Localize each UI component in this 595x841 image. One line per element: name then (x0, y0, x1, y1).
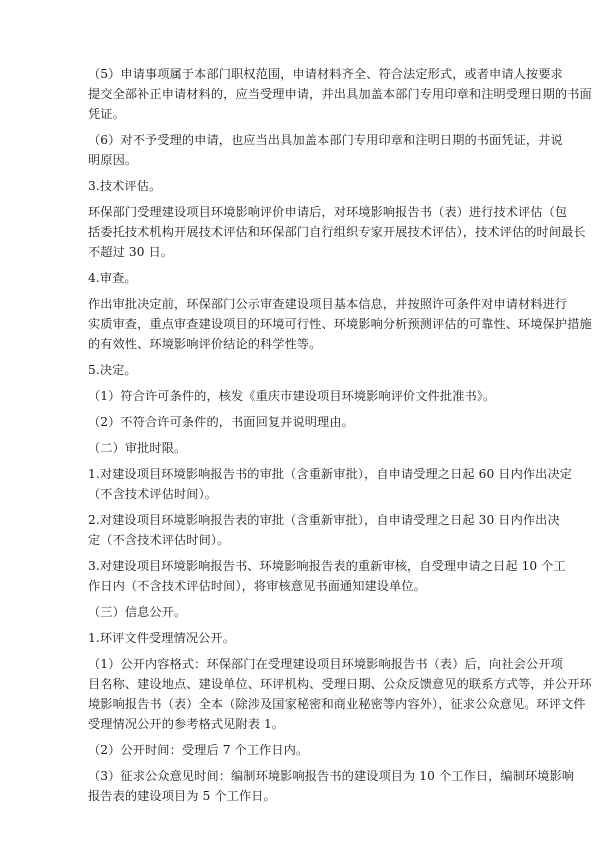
text-line: 受理情况公开的参考格式见附表 1。 (88, 717, 285, 731)
text-line: （二）审批时限。 (88, 441, 187, 455)
paragraph (64, 268, 548, 288)
text-line: 5.决定。 (88, 363, 137, 377)
text-line: 报告表的建设项目为 5 个工作日。 (88, 789, 276, 803)
text-line: （6）对不予受理的申请，也应当出具加盖本部门专用印章和注明日期的书面凭证，并说 (88, 133, 563, 147)
paragraph (64, 294, 592, 354)
text-line: （不含技术评估时间）。 (88, 487, 218, 501)
paragraph (64, 556, 566, 596)
text-line: 2.对建设项目环境影响报告表的审批（含重新审批），自申请受理之日起 30 日内作出决 (88, 513, 560, 527)
text-line: 括委托技术机构开展技术评估和环保部门自行组织专家开展技术评估），技术评估的时间最长 (88, 225, 586, 239)
paragraph (64, 412, 548, 432)
text-line: 1.对建设项目环境影响报告书的审批（含重新审批），自申请受理之日起 60 日内作出决定 (88, 467, 573, 481)
paragraph (64, 654, 592, 734)
paragraph (64, 360, 548, 380)
text-line: 4.审查。 (88, 271, 137, 285)
text-line: 作日内（不含技术评估时间），将审核意见书面通知建设单位。 (88, 579, 426, 593)
text-line: （1）符合许可条件的，核发《重庆市建设项目环境影响评价文件批准书》。 (88, 389, 496, 403)
text-line: （1）公开内容格式：环保部门在受理建设项目环境影响报告书（表）后，向社会公开项 (88, 657, 563, 671)
text-line: 境影响报告书（表）全本（除涉及国家秘密和商业秘密等内容外），征求公众意见。环评文件 (88, 697, 586, 711)
text-line: （3）征求公众意见时间：编制环境影响报告书的建设项目为 10 个工作日，编制环境影响 (88, 769, 575, 783)
paragraph (64, 740, 548, 760)
paragraph (64, 176, 548, 196)
paragraph (64, 602, 548, 622)
paragraph (64, 766, 575, 806)
text-line: （三）信息公开。 (88, 605, 187, 619)
text-line: 提交全部补正申请材料的，应当受理申请，并出具加盖本部门专用印章和注明受理日期的书面 (88, 87, 592, 101)
paragraph (64, 64, 592, 124)
text-line: 定（不含技术评估时间）。 (88, 533, 230, 547)
text-line: （2）公开时间：受理后 7 个工作日内。 (88, 743, 309, 757)
paragraph (64, 386, 548, 406)
paragraph (64, 130, 563, 170)
text-line: 3.技术评估。 (88, 179, 162, 193)
paragraph (64, 438, 548, 458)
paragraph (64, 510, 560, 550)
text-line: 环保部门受理建设项目环境影响评价申请后，对环境影响报告书（表）进行技术评估（包 (88, 205, 568, 219)
paragraph (64, 628, 548, 648)
text-line: 明原因。 (88, 153, 138, 167)
text-line: 不超过 30 日。 (88, 245, 174, 259)
text-line: （5）申请事项属于本部门职权范围，申请材料齐全、符合法定形式，或者申请人按要求 (88, 67, 563, 81)
text-line: 的有效性、环境影响评价结论的科学性等。 (88, 337, 322, 351)
text-line: （2）不符合许可条件的，书面回复并说明理由。 (88, 415, 354, 429)
text-line: 目名称、建设地点、建设单位、环评机构、受理日期、公众反馈意见的联系方式等，并公开环 (88, 677, 592, 691)
text-line: 3.对建设项目环境影响报告书、环境影响报告表的重新审核，自受理申请之日起 10 个工 (88, 559, 566, 573)
text-line: 凭证。 (88, 107, 125, 121)
paragraph (64, 202, 586, 262)
text-line: 作出审批决定前，环保部门公示审查建设项目基本信息，并按照许可条件对申请材料进行 (88, 297, 568, 311)
paragraph (64, 464, 573, 504)
text-line: 1.环评文件受理情况公开。 (88, 631, 235, 645)
text-line: 实质审查，重点审查建设项目的环境可行性、环境影响分析预测评估的可靠性、环境保护措施 (88, 317, 592, 331)
document-page (64, 64, 592, 812)
